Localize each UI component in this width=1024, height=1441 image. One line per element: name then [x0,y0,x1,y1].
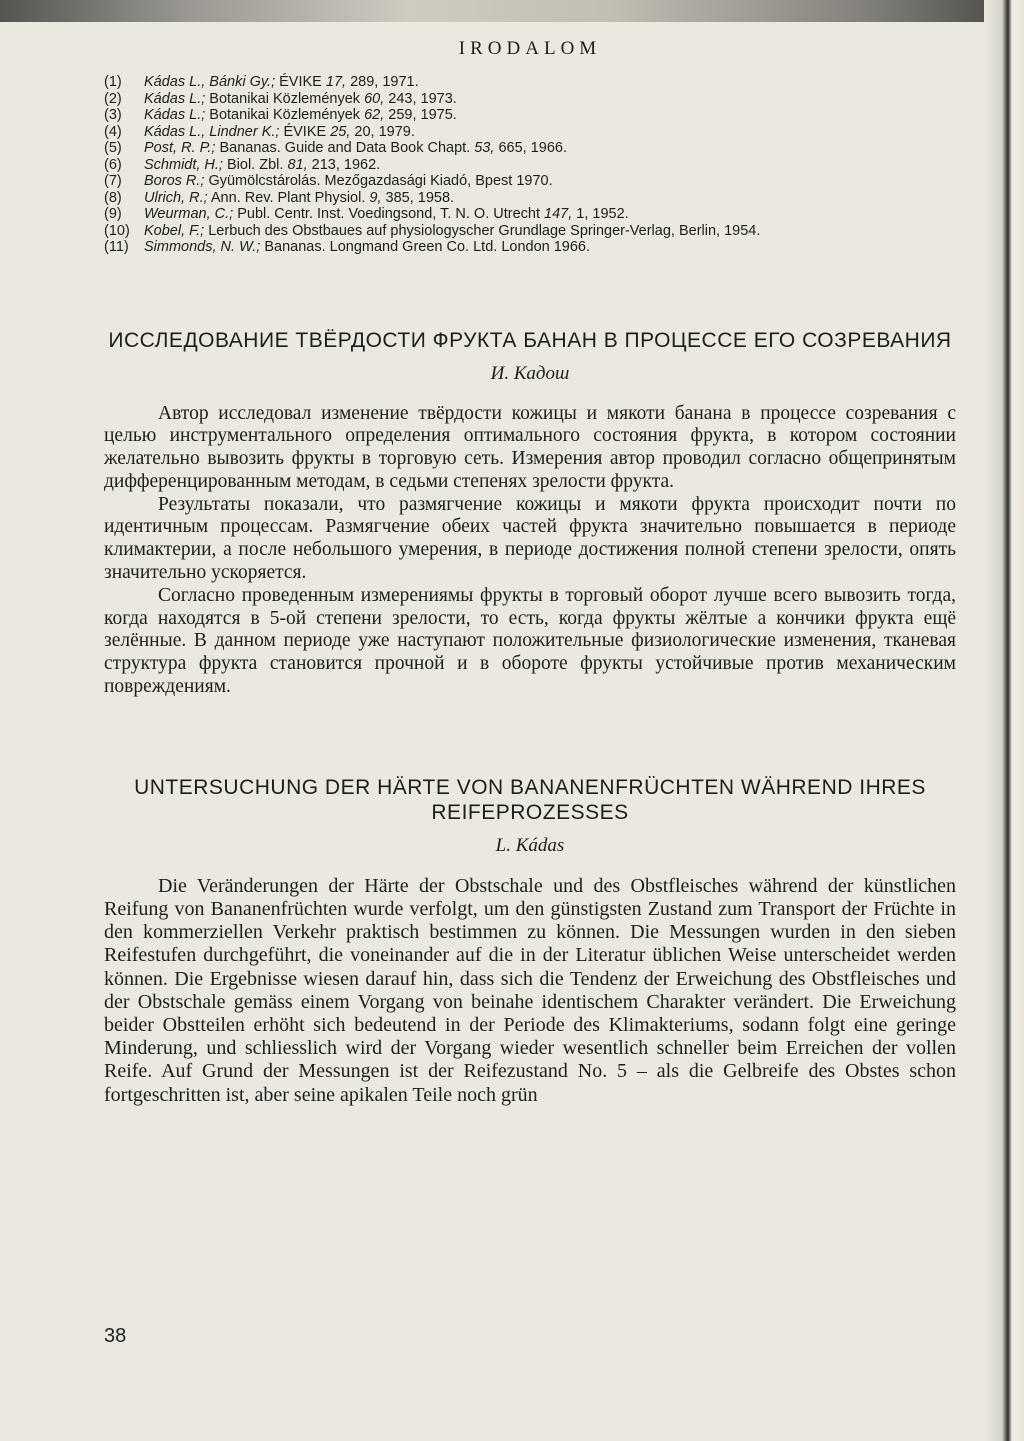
reference-volume: 9, [369,189,382,206]
scan-right-edge [984,0,1024,1441]
reference-source: ÉVIKE [279,74,322,90]
paragraph: Автор исследовал изменение твёрдости кожицы и мякоти банана в процессе созревания с целью инструментального определения оптимального состояния фрукта, в котором состоянии желательно вывозить фрукты в торговую сеть. Измерения автор проводил согласно общепринятым дифференцированным методам, в седьми степенях зрелости фрукта. [104,402,956,492]
reference-author: Simmonds, N. W.; [144,239,261,255]
reference-item [104,206,956,223]
reference-item [104,124,956,141]
reference-author: Kobel, F.; [144,222,205,239]
reference-item [104,107,956,124]
reference-volume: 81, [287,156,308,173]
article-title: ИССЛЕДОВАНИЕ ТВЁРДОСТИ ФРУКТА БАНАН В ПРОЦЕССЕ ЕГО СОЗРЕВАНИЯ [108,328,952,352]
paragraph: Согласно проведенным измерениямы фрукты в торговый оборот лучше всего вывозить тогда, когда находятся в 5-ой степени зрелости, то есть, когда фрукты жёлтые а кончики фрукта ещё зелённые. В данном периоде уже наступают положительные физиологические изменения, тканевая структура фрукта становится прочной и в обороте фрукты устойчивые против механическим повреждениям. [104,584,956,698]
reference-number: (9) [104,206,122,222]
reference-number: (3) [104,107,122,123]
reference-author: Kádas L., Lindner K.; [144,123,280,140]
reference-pages: 20, 1979. [354,123,415,140]
reference-source: Bananas. Guide and Data Book Chapt. [219,140,471,156]
reference-volume: 17, [325,74,347,90]
reference-volume: 62, [364,107,385,123]
reference-item [104,74,956,91]
reference-author: Kádas L., Bánki Gy.; [144,74,276,90]
reference-volume: 53, [474,140,495,156]
reference-source: Botanikai Közlemények [209,107,361,123]
reference-number: (6) [104,156,122,173]
reference-item [104,173,956,190]
reference-source: Biol. Zbl. [227,156,284,173]
reference-author: Ulrich, R.; [144,189,208,206]
reference-pages: 213, 1962. [311,156,381,173]
reference-source: ÉVIKE [283,123,327,140]
reference-pages: 289, 1971. [350,74,419,90]
reference-pages: 243, 1973. [388,90,457,107]
reference-source: Gyümölcstárolás. Mezőgazdasági Kiadó, Bpest 1970. [208,173,553,189]
reference-number: (8) [104,189,122,206]
reference-source: Lerbuch des Obstbaues auf physiologyscher Grundlage Springer-Verlag, Berlin, 1954. [208,222,761,239]
reference-number: (11) [104,239,129,255]
scan-top-edge [0,0,1024,22]
reference-author: Weurman, C.; [144,206,234,222]
reference-source: Bananas. Longmand Green Co. Ltd. London 1966. [264,239,591,255]
reference-item [104,157,956,174]
reference-item [104,91,956,108]
reference-pages: 1, 1952. [576,206,629,222]
reference-item [104,190,956,207]
article-author: И. Кадош [490,362,570,384]
reference-list [104,74,956,256]
reference-pages: 665, 1966. [498,140,567,156]
reference-author: Kádas L.; [144,107,206,123]
reference-volume: 60, [364,90,385,107]
reference-number: (5) [104,140,122,156]
article-title: UNTERSUCHUNG DER HÄRTE VON BANANENFRÜCHTEN WÄHREND IHRES REIFEPROZESSES [134,775,926,824]
reference-source: Ann. Rev. Plant Physiol. [210,189,366,206]
reference-number: (7) [104,173,122,189]
reference-pages: 259, 1975. [388,107,457,123]
reference-number: (4) [104,123,122,140]
reference-source: Botanikai Közlemények [209,90,361,107]
article-german [104,775,956,1107]
reference-volume: 147, [544,206,573,222]
reference-number: (10) [104,222,130,239]
page-content [104,38,956,1107]
paragraph: Die Veränderungen der Härte der Obstschale und des Obstfleisches während der künstlichen Reifung von Bananenfrüchten wurde verfolgt, um den günstigsten Zustand zum Transport der Früchte in den kommerziellen Verkehr praktisch bestimmen zu können. Die Messungen wurden in den sieben Reifestufen durchgeführt, die voneinander auf die in der Literatur üblichen Weise unterscheidet werden können. Die Ergebnisse wiesen darauf hin, dass sich die Tendenz der Erweichung des Obstfleisches und der Obstschale gemäss einem Vorgang von beinahe identischem Charakter verändert. Die Erweichung beider Obstteilen erhöht sich bedeutend in der Periode des Klimakteriums, sodann folgt eine geringe Minderung, und schliesslich wird der Vorgang wieder wesentlich schneller beim Erreichen der vollen Reife. Auf Grund der Messungen ist der Reifezustand No. 5 – als die Gelbreife des Obstes schon fortgeschritten ist, aber seine apikalen Teile noch grün [104,874,956,1106]
paragraph: Результаты показали, что размягчение кожицы и мякоти фрукта происходит почти по идентичным процессам. Размягчение обеих частей фрукта значительно повышается в периоде климактерии, а после небольшого умерения, в периоде достижения полной степени зрелости, опять значительно ускоряется. [104,493,956,584]
reference-volume: 25, [330,123,351,140]
article-body [104,403,956,699]
reference-item [104,223,956,240]
article-author: L. Kádas [495,834,565,856]
running-head: IRODALOM [458,38,602,59]
page-number: 38 [104,1325,127,1347]
reference-number: (1) [104,74,122,90]
reference-author: Schmidt, H.; [144,156,223,173]
reference-author: Kádas L.; [144,90,206,107]
reference-author: Post, R. P.; [144,140,216,156]
reference-number: (2) [104,90,122,107]
reference-source: Publ. Centr. Inst. Voedingsond, T. N. O. Utrecht [237,206,540,222]
article-body [104,875,956,1107]
reference-item [104,239,956,256]
article-russian [104,328,956,699]
reference-author: Boros R.; [144,173,205,189]
reference-pages: 385, 1958. [385,189,455,206]
reference-item [104,140,956,157]
